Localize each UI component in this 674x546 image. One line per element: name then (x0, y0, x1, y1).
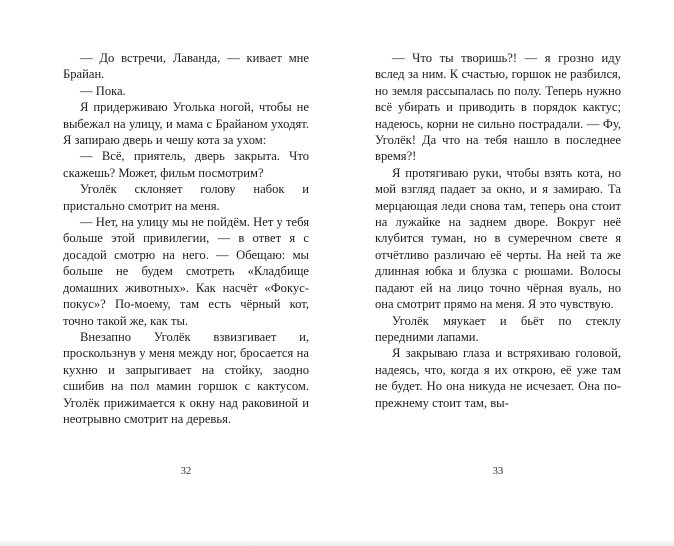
paragraph: — Всё, приятель, дверь закрыта. Что скажешь? Может, фильм посмотрим? (63, 149, 309, 180)
page-number-left: 32 (180, 466, 192, 477)
paragraph: Уголёк мяукает и бьёт по стеклу передними лапами. (375, 313, 621, 344)
page-left (63, 50, 309, 427)
paragraph: Я протягиваю руки, чтобы взять кота, но мой взгляд падает за окно, и я замираю. Та мерцающая леди снова там, теперь она стоит на лужайке на заднем дворе. Вокруг неё клубится туман, но в сумеречном свете я отчётливо различаю её черты. На ней та же длинная юбка и блузка с рюшами. Волосы падают ей на лицо точно чёрная вуаль, но она смотрит прямо на меня. Я это чувствую. (375, 165, 621, 312)
paragraph: — Пока. (80, 83, 126, 98)
paragraph: Уголёк склоняет голову набок и пристально смотрит на меня. (63, 182, 309, 213)
paragraph: — До встречи, Лаванда, — кивает мне Брайан. (63, 51, 309, 82)
page-right (375, 50, 621, 411)
paragraph: Я придерживаю Уголька ногой, чтобы не выбежал на улицу, и мама с Брайаном уходят. Я запираю дверь и чешу кота за ухом: (63, 100, 309, 148)
page-edge-shadow (0, 539, 674, 546)
paragraph: Я закрываю глаза и встряхиваю головой, надеясь, что, когда я их открою, её уже там не будет. Но она никуда не исчезает. Она по-прежнему стоит там, вы- (375, 346, 621, 410)
paragraph: — Что ты творишь?! — я грозно иду вслед за ним. К счастью, горшок не разбился, но земля рассыпалась по полу. Теперь нужно всё убирать и приводить в порядок кактус; надеюсь, корни не сильно пострадали. — Фу, Уголёк! Да что на тебя нашло в последнее время?! (375, 51, 621, 164)
page-number-right: 33 (492, 466, 504, 477)
paragraph: — Нет, на улицу мы не пойдём. Нет у тебя больше этой привилегии, — в ответ я с досадой смотрю на него. — Обещаю: мы больше не будем смотреть «Кладбище домашних животных». Как насчёт «Фокус-покус»? По-моему, там есть чёрный кот, точно такой же, как ты. (63, 215, 309, 328)
paragraph: Внезапно Уголёк взвизгивает и, проскользнув у меня между ног, бросается на кухню и запрыгивает на стойку, заодно сшибив на пол мамин горшок с кактусом. Уголёк прижимается к окну над раковиной и неотрывно смотрит на деревья. (63, 329, 309, 426)
